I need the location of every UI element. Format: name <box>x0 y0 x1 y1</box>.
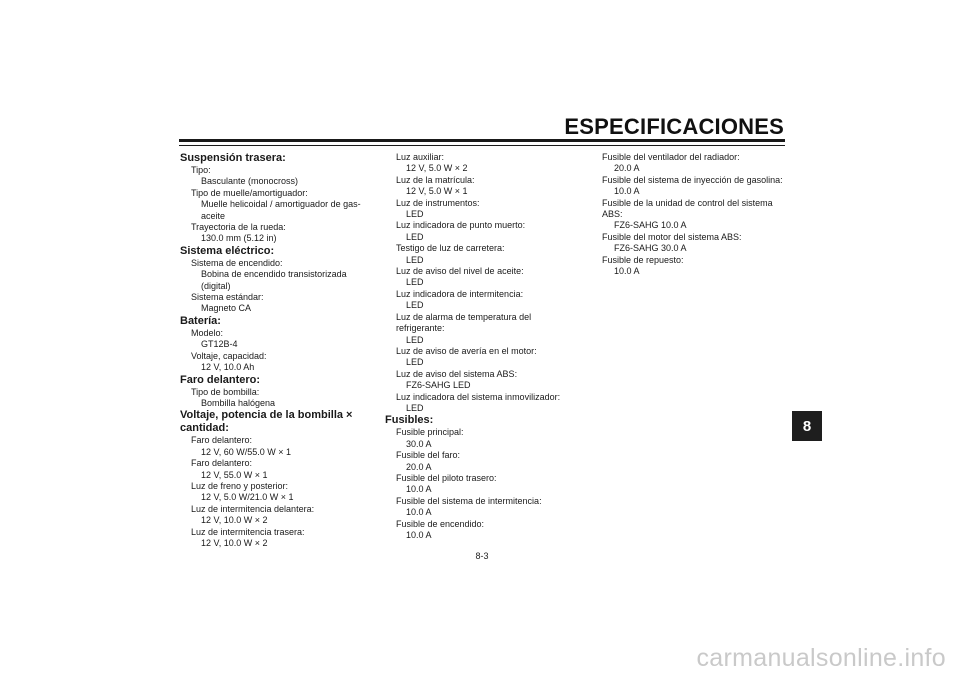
spec-value: 130.0 mm (5.12 in) <box>201 233 277 244</box>
spec-label: refrigerante: <box>396 323 445 334</box>
spec-label: Fusible del faro: <box>396 450 461 461</box>
spec-label: Fusible del ventilador del radiador: <box>602 152 740 162</box>
spec-value: Basculante (monocross) <box>201 176 299 187</box>
spec-value: LED <box>406 231 424 242</box>
header-rule <box>179 139 785 142</box>
spec-value: 12 V, 55.0 W × 1 <box>201 469 268 480</box>
spec-column-1 <box>180 152 376 549</box>
spec-label: Trayectoria de la rueda: <box>191 222 286 233</box>
spec-value: 12 V, 10.0 Ah <box>201 362 255 373</box>
spec-label: Luz indicadora de intermitencia: <box>396 288 524 299</box>
spec-value: 10.0 A <box>406 484 432 495</box>
header-rule-thin <box>179 145 785 146</box>
spec-value: LED <box>406 334 424 345</box>
spec-label: Modelo: <box>191 327 224 338</box>
spec-label: Sistema de encendido: <box>191 257 283 268</box>
spec-value: LED <box>406 357 424 368</box>
spec-value: 20.0 A <box>406 461 432 472</box>
page-number: 8-3 <box>475 551 489 561</box>
spec-label: Fusible de la unidad de control del sistema <box>602 197 773 208</box>
spec-label: Faro delantero: <box>191 435 253 446</box>
spec-label: Luz de aviso del sistema ABS: <box>396 368 518 379</box>
spec-value: FZ6-SAHG 30.0 A <box>614 243 687 254</box>
spec-value: LED <box>406 402 424 413</box>
spec-label: Fusible de encendido: <box>396 518 485 529</box>
spec-label: Fusible de repuesto: <box>602 254 684 265</box>
section-heading: Voltaje, potencia de la bombilla × <box>180 409 353 422</box>
spec-value: Muelle helicoidal / amortiguador de gas- <box>201 199 361 210</box>
spec-column-2 <box>385 152 585 541</box>
spec-value: 10.0 A <box>406 507 432 518</box>
spec-label: Tipo de muelle/amortiguador: <box>191 187 308 198</box>
spec-label: ABS: <box>602 209 623 220</box>
spec-label: Luz de alarma de temperatura del <box>396 311 532 322</box>
section-heading: Sistema eléctrico: <box>180 244 275 257</box>
spec-label: Fusible del piloto trasero: <box>396 472 497 483</box>
spec-value: 12 V, 5.0 W × 2 <box>406 163 468 174</box>
spec-label: Luz de instrumentos: <box>396 197 480 208</box>
section-heading: cantidad: <box>180 422 229 435</box>
spec-value: 10.0 A <box>614 266 640 277</box>
spec-label: Luz de aviso de avería en el motor: <box>396 345 537 356</box>
spec-value: 30.0 A <box>406 438 432 449</box>
spec-value: LED <box>406 277 424 288</box>
spec-label: Luz de intermitencia delantera: <box>191 503 315 514</box>
spec-value: Magneto CA <box>201 303 252 314</box>
spec-value: 10.0 A <box>614 186 640 197</box>
spec-label: Tipo de bombilla: <box>191 386 260 397</box>
chapter-tab: 8 <box>792 411 822 441</box>
spec-label: Luz de la matrícula: <box>396 174 475 185</box>
spec-value: LED <box>406 209 424 220</box>
spec-label: Luz indicadora del sistema inmovilizador: <box>396 391 561 402</box>
section-heading: Suspensión trasera: <box>180 152 286 164</box>
spec-label: Luz indicadora de punto muerto: <box>396 220 526 231</box>
spec-value: GT12B-4 <box>201 339 238 350</box>
spec-label: Luz de aviso del nivel de aceite: <box>396 266 524 277</box>
spec-value: Bombilla halógena <box>201 397 276 408</box>
spec-label: Luz auxiliar: <box>396 152 445 162</box>
spec-label: Tipo: <box>191 165 211 175</box>
spec-value: aceite <box>201 210 226 221</box>
spec-label: Fusible del sistema de inyección de gasolina: <box>602 174 783 185</box>
spec-value: 10.0 A <box>406 530 432 540</box>
spec-value: 12 V, 10.0 W × 2 <box>201 537 268 548</box>
spec-value: LED <box>406 300 424 311</box>
section-heading: Fusibles: <box>385 414 434 427</box>
spec-value: LED <box>406 254 424 265</box>
spec-value: FZ6-SAHG 10.0 A <box>614 220 687 231</box>
spec-value: 20.0 A <box>614 163 640 174</box>
spec-label: Fusible principal: <box>396 427 464 438</box>
page-title: ESPECIFICACIONES <box>564 114 784 139</box>
section-heading: Faro delantero: <box>180 373 261 386</box>
spec-value: 12 V, 60 W/55.0 W × 1 <box>201 446 291 457</box>
spec-value: FZ6-SAHG LED <box>406 380 471 391</box>
spec-value: 12 V, 5.0 W × 1 <box>406 186 468 197</box>
section-heading: Batería: <box>180 314 221 327</box>
spec-label: Faro delantero: <box>191 458 253 469</box>
spec-label: Fusible del sistema de intermitencia: <box>396 495 542 506</box>
spec-value: 12 V, 10.0 W × 2 <box>201 515 268 526</box>
spec-label: Testigo de luz de carretera: <box>396 243 505 254</box>
spec-value: Bobina de encendido transistorizada <box>201 269 347 280</box>
spec-label: Fusible del motor del sistema ABS: <box>602 231 742 242</box>
spec-label: Sistema estándar: <box>191 292 264 303</box>
spec-column-3 <box>602 152 792 277</box>
spec-value: (digital) <box>201 280 231 291</box>
spec-label: Luz de intermitencia trasera: <box>191 526 305 537</box>
spec-label: Voltaje, capacidad: <box>191 350 267 361</box>
spec-label: Luz de freno y posterior: <box>191 480 289 491</box>
spec-value: 12 V, 5.0 W/21.0 W × 1 <box>201 492 294 503</box>
watermark: carmanualsonline.info <box>696 644 946 672</box>
